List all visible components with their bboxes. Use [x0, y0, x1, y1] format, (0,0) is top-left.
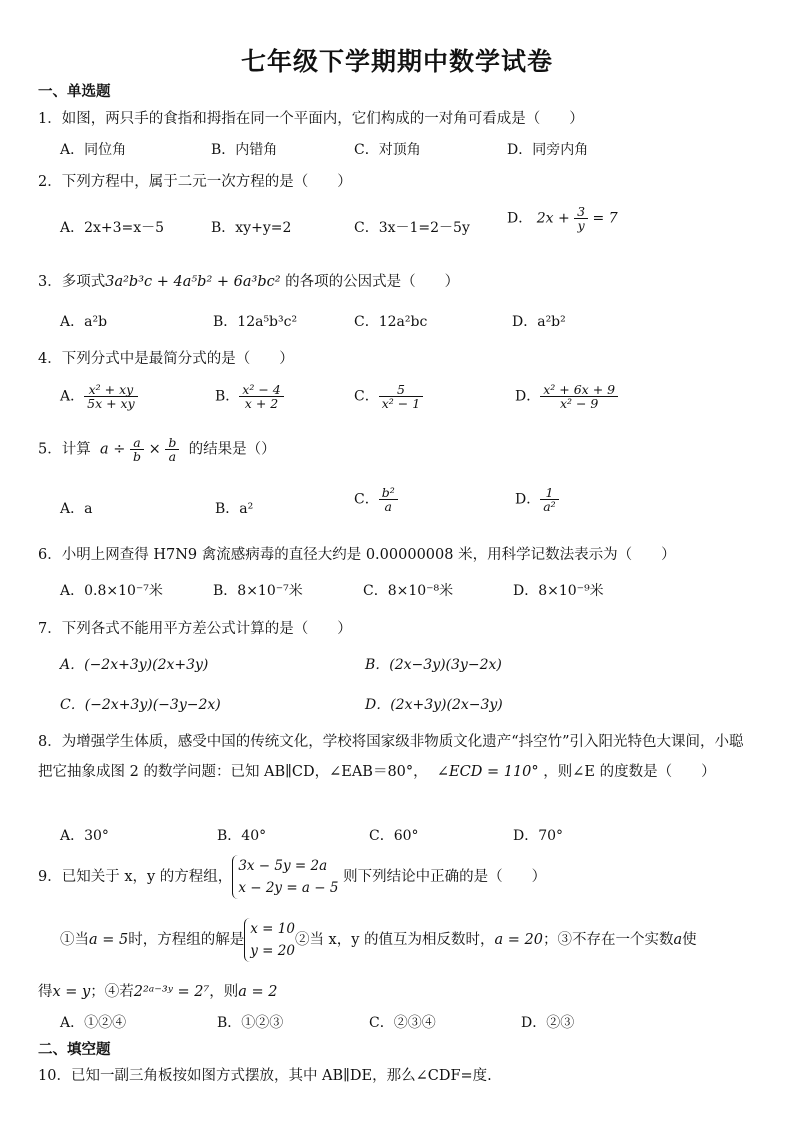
question-2: 2．下列方程中，属于二元一次方程的是（ ）: [38, 174, 352, 190]
q5-option-b[interactable]: B．a²: [215, 501, 254, 517]
q9-equation-system: 3x − 5y = 2a x − 2y = a − 5: [232, 855, 338, 899]
question-10: 10．已知一副三角板按如图方式摆放，其中 AB∥DE，那么∠CDF=度.: [38, 1068, 492, 1084]
q4-option-b[interactable]: B． $\frac{\text{x² − 4}}{x + 2}$: [215, 383, 284, 410]
q9-option-c[interactable]: C．②③④: [369, 1015, 436, 1031]
q5-option-d[interactable]: D． $\frac{1}{\text{a²}}$: [515, 486, 559, 513]
q5-option-a[interactable]: A．a: [60, 501, 93, 517]
q6-option-b[interactable]: B．8×10⁻⁷米: [213, 583, 303, 599]
section-heading-choice: 一、单选题: [38, 84, 111, 100]
q4-option-d[interactable]: D． $\frac{\text{x² + 6x + 9}}{\text{x² − 9}}$: [515, 383, 618, 410]
q1-option-b[interactable]: B．内错角: [211, 142, 278, 158]
question-1: 1．如图，两只手的食指和拇指在同一个平面内，它们构成的一对角可看成是（ ）: [38, 111, 584, 127]
q7-option-c[interactable]: C．(−2x+3y)(−3y−2x): [60, 697, 221, 713]
q9-option-d[interactable]: D．②③: [521, 1015, 575, 1031]
q5-option-c[interactable]: C． $\frac{\text{b²}}{a}$: [354, 486, 398, 513]
q3-option-b[interactable]: B．12a⁵b³c²: [213, 314, 298, 330]
q8-option-d[interactable]: D．70°: [513, 828, 564, 844]
question-7: 7．下列各式不能用平方差公式计算的是（ ）: [38, 621, 352, 637]
q3-option-d[interactable]: D．a²b²: [512, 314, 566, 330]
q7-option-a[interactable]: A．(−2x+3y)(2x+3y): [60, 657, 209, 673]
q6-option-d[interactable]: D．8×10⁻⁹米: [513, 583, 604, 599]
q2-d-expr-a: 2x +: [536, 210, 570, 227]
q3-expression: 3a²b³c + 4a⁵b² + 6a³bc²: [105, 274, 281, 290]
q8-option-c[interactable]: C．60°: [369, 828, 419, 844]
q7-option-b[interactable]: B．(2x−3y)(3y−2x): [365, 657, 502, 673]
question-3: 3．多项式3a²b³c + 4a⁵b² + 6a³bc² 的各项的公因式是（ ）: [38, 274, 460, 290]
q9-statements-line1: ①当a = 5时，方程组的解是 x = 10 y = 20 ②当 x，y 的值互为相反数时，a = 20；③不存在一个实数a使: [60, 918, 697, 962]
q1-option-a[interactable]: A．同位角: [60, 142, 127, 158]
q4-option-c[interactable]: C． $\frac{5}{\text{x² − 1}}$: [354, 383, 423, 410]
question-5: 5．计算 a ÷ $\frac{a}{b}$ × $\frac{b}{a}$ 的结果是（）: [38, 435, 276, 465]
q2-d-expr-b: = 7: [592, 210, 618, 227]
q2-option-a[interactable]: A．2x+3=x－5: [60, 220, 165, 236]
question-6: 6．小明上网查得 H7N9 禽流感病毒的直径大约是 0.00000008 米，用科学记数法表示为（ ）: [38, 547, 676, 563]
question-9: 9．已知关于 x，y 的方程组， 3x − 5y = 2a x − 2y = a − 5 则下列结论中正确的是（ ）: [38, 855, 546, 899]
q9-solution-system: x = 10 y = 20: [244, 918, 295, 962]
q9-option-a[interactable]: A．①②④: [60, 1015, 127, 1031]
page-title: 七年级下学期期中数学试卷: [240, 47, 553, 76]
q3-option-a[interactable]: A．a²b: [60, 314, 108, 330]
q2-option-b[interactable]: B．xy+y=2: [211, 220, 292, 236]
question-4: 4．下列分式中是最简分式的是（ ）: [38, 351, 294, 367]
q8-option-b[interactable]: B．40°: [217, 828, 267, 844]
q2-option-d[interactable]: [507, 205, 618, 232]
q9-option-b[interactable]: B．①②③: [217, 1015, 284, 1031]
q6-option-a[interactable]: A．0.8×10⁻⁷米: [60, 583, 163, 599]
section-heading-fill: 二、填空题: [38, 1042, 111, 1058]
q2-option-d-label: D．: [507, 210, 533, 227]
q4-option-a[interactable]: A． $\frac{\text{x² + xy}}{5x + xy}$: [60, 383, 138, 410]
q6-option-c[interactable]: C．8×10⁻⁸米: [363, 583, 454, 599]
q2-option-c[interactable]: C．3x－1=2－5y: [354, 220, 470, 236]
q2-d-fraction: $\frac{3}{y}$: [574, 205, 588, 232]
q9-statements-line2: 得x = y；④若2²ᵃ⁻³ʸ = 2⁷，则a = 2: [38, 984, 278, 1000]
q8-option-a[interactable]: A．30°: [60, 828, 109, 844]
q3-option-c[interactable]: C．12a²bc: [354, 314, 428, 330]
q1-option-d[interactable]: D．同旁内角: [507, 142, 589, 158]
question-8: 8．为增强学生体质，感受中国的传统文化，学校将国家级非物质文化遗产“抖空竹”引入阳光特色大课间，小聪把它抽象成图 2 的数学问题：已知 AB∥CD，∠EAB＝80°， ∠ECD = 110° ，则∠E 的度数是（ ）: [38, 734, 744, 780]
q8-angle-expr: ∠ECD = 110°: [436, 764, 539, 780]
q1-option-c[interactable]: C．对顶角: [354, 142, 421, 158]
q7-option-d[interactable]: D．(2x+3y)(2x−3y): [365, 697, 503, 713]
